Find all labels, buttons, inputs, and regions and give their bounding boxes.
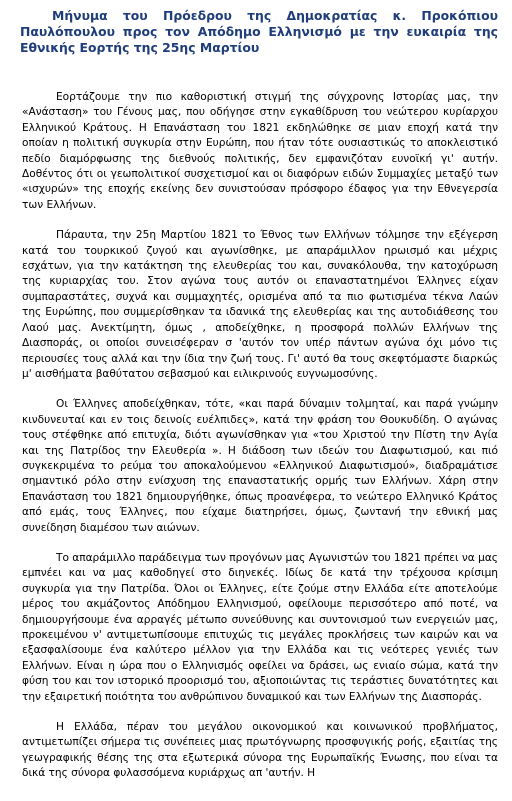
paragraph-2: Πάραυτα, την 25η Μαρτίου 1821 το Έθνος των Ελλήνων τόλμησε την εξέγερση κατά του τουρκικού ζυγού και αγωνίσθηκε, με απαράμιλλον ηρωισμό και μέχρις εσχάτων, για την κατάκτηση της ελευθερίας του και, συνακόλουθα, την κατοχύρωση της κυριαρχίας του. Στον αγώνα τους αυτόν οι επαναστατημένοι Έλληνες είχαν συμπαραστάτες, συχνά και συμμαχητές, ορισμένα από τα πιο φωτισμένα τέκνα Λαών της Ευρώπης, που συμμερίσθηκαν τα ιδανικά της ελευθερίας και της αυτοδιάθεσης του Λαού μας. Ανεκτίμητη, όμως , αποδείχθηκε, η προσφορά πολλών Ελλήνων της Διασποράς, οι οποίοι συνεισέφεραν σ 'αυτόν τον υπέρ πάντων αγώνα όχι μόνο τις περιουσίες τους αλλά και την ίδια την ζωή τους. Γι' αυτό θα τους σκεφτόμαστε διαρκώς μ' αισθήματα βαθύτατου σεβασμού και ειλικρινούς ευγνωμοσύνης. [22, 229, 498, 380]
paragraph-4: Το απαράμιλλο παράδειγμα των προγόνων μας Αγωνιστών του 1821 πρέπει να μας εμπνέει και να μας καθοδηγεί στο διηνεκές. Ιδίως δε κατά την τρέχουσα κρίσιμη συγκυρία για την Πατρίδα. Όλοι οι Έλληνες, είτε ζούμε στην Ελλάδα είτε αποτελούμε μέρος του ακμάζοντος Απόδημου Ελληνισμού, οφείλουμε περισσότερο από ποτέ, να δημιουργήσουμε ένα αρραγές μέτωπο συνεύθυνης και συντονισμού των ενεργειών μας, προκειμένου ν' αντιμετωπίσουμε επιτυχώς τις μεγάλες προκλήσεις των καιρών και να εξασφαλίσουμε ένα καλύτερο μέλλον για την Ελλάδα και τις νεότερες γενιές των Ελλήνων. Είναι η ώρα που ο Ελληνισμός οφείλει να δράσει, ως ενιαίο σώμα, κατά την φύση του και τον ιστορικό προορισμό του, αξιοποιώντας τις τεράστιες δυνατότητες και την εξαιρετική ποιότητα του ανθρώπινου δυναμικού και των Ελλήνων της Διασποράς. [22, 551, 498, 703]
paragraph-3: Οι Έλληνες αποδείχθηκαν, τότε, «και παρά δύναμιν τολμηταί, και παρά γνώμην κινδυνευταί και εν τοις δεινοίς ευέλπιδες», κατά την φράση του Θουκυδίδη. Ο αγώνας τους στέφθηκε από επιτυχία, διότι αγωνίσθηκαν για «του Χριστού την Πίστη την Αγία και της Πατρίδος την Ελευθερία ». Η διάδοση των ιδεών του Διαφωτισμού, και πιό συγκεκριμένα το ρεύμα του αποκαλούμενου «Ελληνικού Διαφωτισμού», διαδραμάτισε σημαντικό ρόλο στην ενίσχυση της επαναστατικής ορμής των Ελλήνων. Χάρη στην Επανάσταση του 1821 δημιουργήθηκε, όπως προανέφερα, το νεώτερο Ελληνικό Κράτος από εμάς, τους Έλληνες, που είχαμε διατηρήσει, όμως, ζωντανή την εθνική μας συνείδηση διαμέσου των αιώνων. [22, 398, 498, 534]
document-title: Μήνυμα του Πρόεδρου της Δημοκρατίας κ. Προκόπιου Παυλόπουλου προς τον Απόδημο Ελληνισμό με την ευκαιρία της Εθνικής Εορτής της 25ης Μαρτίου [20, 8, 498, 55]
paragraph-1: Εορτάζουμε την πιο καθοριστική στιγμή της σύγχρονης Ιστορίας μας, την «Ανάσταση» του Γένους μας, που οδήγησε στην εγκαθίδρυση του νεώτερου κυρίαρχου Ελληνικού Κράτους. Η Επανάσταση του 1821 εκδηλώθηκε σε μιαν εποχή κατά την οποίαν η πολιτική συγκυρία στην Ευρώπη, που ήταν τότε ουσιαστικώς το αποκλειστικό πεδίο διαμόρφωσης της διεθνούς πολιτικής, δεν εμφανιζόταν ευνοϊκή γι' αυτήν. Δοθέντος ότι οι γεωπολιτικοί συσχετισμοί και οι διαφόρων ειδών Συμμαχίες μεταξύ των «ισχυρών» της εποχής εκείνης δεν συνιστούσαν πρόσφορο έδαφος για την Εθνεγερσία των Ελλήνων. [22, 91, 498, 211]
paragraph-5: Η Ελλάδα, πέραν του μεγάλου οικονομικού και κοινωνικού προβλήματος, αντιμετωπίζει σήμερα τις συνέπειες μιας πρωτόγνωρης προσφυγικής ροής, εξαιτίας της γεωγραφικής θέσης της στα εξωτερικά σύνορα της Ευρωπαϊκής Ένωσης, που είναι τα δικά της σύνορα φυλασσόμενα κυριάρχως απ 'αυτήν. Η [22, 721, 498, 780]
document-body [22, 90, 498, 797]
